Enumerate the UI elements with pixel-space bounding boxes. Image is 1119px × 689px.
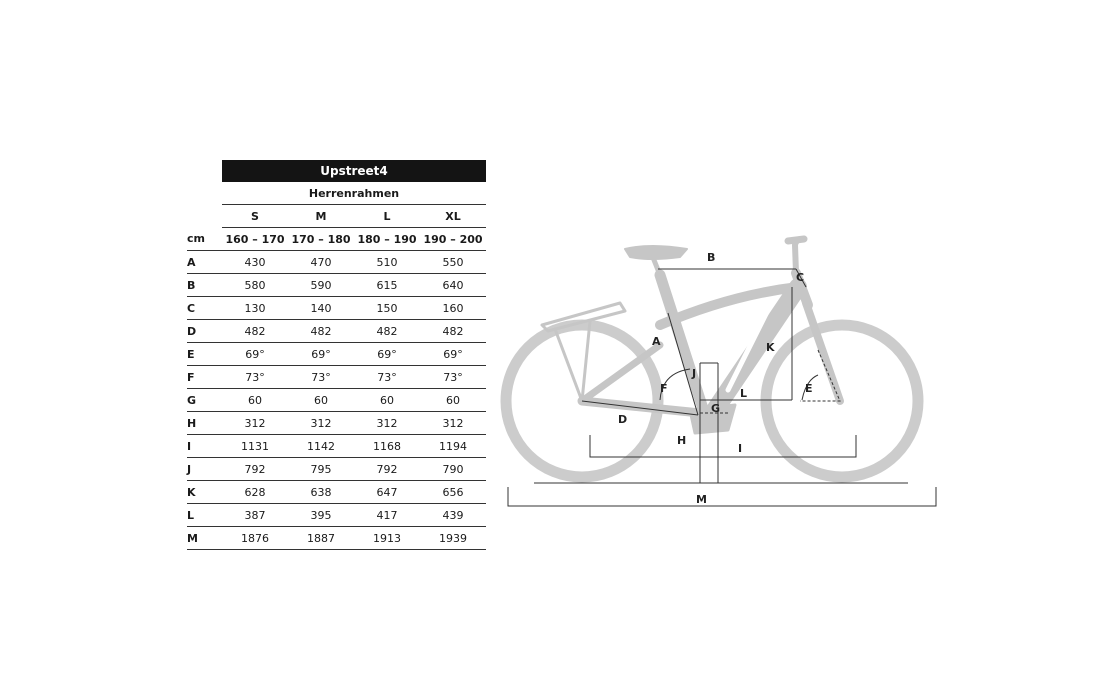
label-b: B (707, 251, 716, 264)
measurement-value: 60 (420, 389, 486, 412)
measurement-label: M (187, 527, 222, 550)
table-row (187, 389, 486, 412)
table-row (187, 412, 486, 435)
measurement-value: 482 (222, 320, 288, 343)
measurement-value: 130 (222, 297, 288, 320)
measurement-value: 73° (222, 366, 288, 389)
measurement-value: 69° (222, 343, 288, 366)
measurement-label: L (187, 504, 222, 527)
size-header: S (222, 205, 288, 228)
measurement-value: 792 (354, 458, 420, 481)
measurement-value: 470 (288, 251, 354, 274)
dim-line-m (508, 487, 936, 506)
height-range: 190 – 200 (420, 228, 486, 251)
measurement-value: 417 (354, 504, 420, 527)
label-e: E (805, 382, 813, 395)
measurement-value: 482 (288, 320, 354, 343)
table-row (187, 458, 486, 481)
measurement-value: 638 (288, 481, 354, 504)
measurement-label: C (187, 297, 222, 320)
measurement-value: 73° (288, 366, 354, 389)
measurement-value: 387 (222, 504, 288, 527)
table-row (187, 274, 486, 297)
measurement-value: 640 (420, 274, 486, 297)
measurement-value: 550 (420, 251, 486, 274)
table-body (187, 251, 486, 550)
bike-geometry-diagram (500, 225, 945, 515)
measurement-value: 73° (420, 366, 486, 389)
table-row (187, 481, 486, 504)
measurement-value: 1168 (354, 435, 420, 458)
measurement-label: G (187, 389, 222, 412)
measurement-value: 439 (420, 504, 486, 527)
measurement-value: 69° (420, 343, 486, 366)
measurement-value: 69° (288, 343, 354, 366)
measurement-label: H (187, 412, 222, 435)
size-header: L (354, 205, 420, 228)
table-row (187, 527, 486, 550)
frame-row (187, 182, 486, 205)
measurement-value: 1913 (354, 527, 420, 550)
measurement-value: 69° (354, 343, 420, 366)
measurement-value: 615 (354, 274, 420, 297)
measurement-value: 430 (222, 251, 288, 274)
measurement-value: 160 (420, 297, 486, 320)
label-f: F (660, 382, 668, 395)
label-m: M (696, 493, 707, 506)
table-row (187, 504, 486, 527)
frame-type: Herrenrahmen (222, 182, 486, 205)
label-g: G (711, 402, 721, 415)
measurement-value: 150 (354, 297, 420, 320)
label-h: H (677, 434, 687, 447)
measurement-value: 1194 (420, 435, 486, 458)
measurement-value: 312 (354, 412, 420, 435)
table-row (187, 435, 486, 458)
measurement-value: 647 (354, 481, 420, 504)
measurement-value: 395 (288, 504, 354, 527)
saddle (625, 246, 687, 259)
unit-label: cm (187, 228, 222, 251)
geometry-table (187, 160, 486, 550)
measurement-label: F (187, 366, 222, 389)
measurement-value: 1131 (222, 435, 288, 458)
model-name: Upstreet4 (222, 160, 486, 182)
measurement-value: 590 (288, 274, 354, 297)
measurement-value: 510 (354, 251, 420, 274)
measurement-value: 792 (222, 458, 288, 481)
measurement-label: K (187, 481, 222, 504)
measurement-label: A (187, 251, 222, 274)
table-title-row (187, 160, 486, 182)
measurement-value: 60 (288, 389, 354, 412)
table-row (187, 297, 486, 320)
table-row (187, 251, 486, 274)
measurement-value: 1142 (288, 435, 354, 458)
measurement-value: 656 (420, 481, 486, 504)
measurement-value: 1876 (222, 527, 288, 550)
size-header: XL (420, 205, 486, 228)
label-a: A (652, 335, 661, 348)
table-row (187, 343, 486, 366)
table-row (187, 320, 486, 343)
label-c: C (796, 271, 805, 284)
measurement-value: 790 (420, 458, 486, 481)
measurement-value: 628 (222, 481, 288, 504)
measurement-value: 1939 (420, 527, 486, 550)
measurement-value: 60 (354, 389, 420, 412)
measurement-value: 482 (420, 320, 486, 343)
handlebar (788, 239, 804, 241)
measurement-value: 580 (222, 274, 288, 297)
measurement-value: 795 (288, 458, 354, 481)
size-header: M (288, 205, 354, 228)
measurement-value: 312 (420, 412, 486, 435)
measurement-value: 482 (354, 320, 420, 343)
measurement-label: D (187, 320, 222, 343)
blank-cell (187, 205, 222, 228)
measurement-label: E (187, 343, 222, 366)
height-range: 180 – 190 (354, 228, 420, 251)
measurement-label: I (187, 435, 222, 458)
size-header-row (187, 205, 486, 228)
label-l: L (740, 387, 748, 400)
measurement-value: 60 (222, 389, 288, 412)
measurement-value: 140 (288, 297, 354, 320)
height-row (187, 228, 486, 251)
blank-cell (187, 182, 222, 205)
measurement-label: B (187, 274, 222, 297)
height-range: 170 – 180 (288, 228, 354, 251)
label-k: K (766, 341, 775, 354)
stem (795, 239, 802, 273)
measurement-value: 1887 (288, 527, 354, 550)
table-row (187, 366, 486, 389)
label-i: I (738, 442, 743, 455)
measurement-value: 312 (222, 412, 288, 435)
blank-cell (187, 160, 222, 182)
label-j: J (692, 367, 697, 380)
label-d: D (618, 413, 628, 426)
height-range: 160 – 170 (222, 228, 288, 251)
measurement-value: 312 (288, 412, 354, 435)
measurement-label: J (187, 458, 222, 481)
measurement-value: 73° (354, 366, 420, 389)
